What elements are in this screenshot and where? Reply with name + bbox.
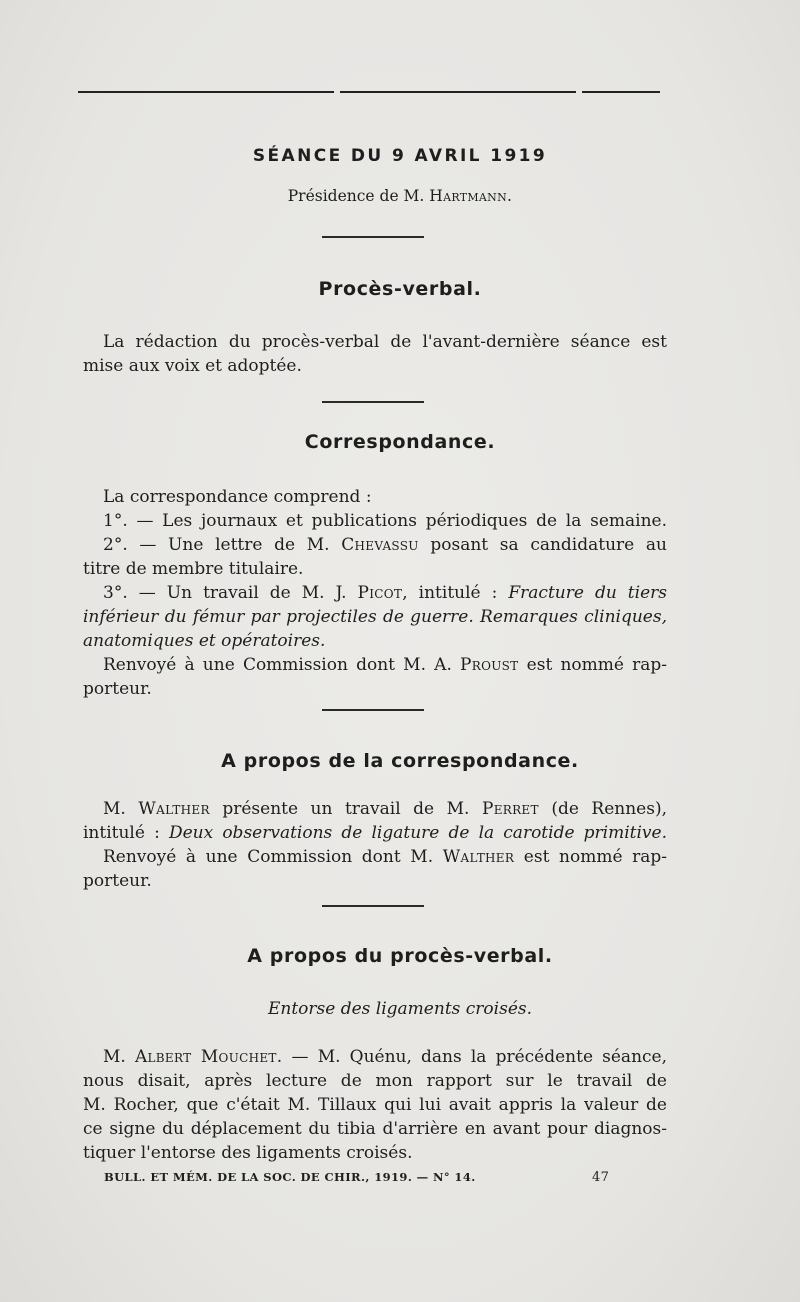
text-line <box>83 845 667 869</box>
author-name: Chevassu <box>341 535 419 555</box>
section-heading-apropos-correspondance: A propos de la correspondance. <box>221 750 579 772</box>
section-subheading: Entorse des ligaments croisés. <box>267 999 533 1019</box>
president-name: Hartmann. <box>429 187 513 205</box>
author-name: Perret <box>481 799 539 819</box>
page-number: 47 <box>592 1170 610 1185</box>
section-heading-apropos-proces-verbal: A propos du procès-verbal. <box>247 945 553 967</box>
work-title: Fracture du tiers <box>508 583 667 603</box>
top-rule <box>582 91 660 93</box>
text-line: titre de membre titulaire. <box>83 559 304 579</box>
text-run: 3°. — Un travail de M. J. <box>103 583 358 603</box>
proces-verbal-paragraph <box>83 330 667 378</box>
author-name: Albert Mouchet. <box>134 1047 283 1067</box>
text-run: 2°. — Une lettre de M. <box>103 535 342 555</box>
text-run: intitulé : <box>83 823 169 843</box>
top-rule <box>78 91 334 93</box>
author-name: Proust <box>460 655 519 675</box>
text-line: tiquer l'entorse des ligaments croisés. <box>83 1143 413 1163</box>
text-line <box>83 797 667 821</box>
text-run: Renvoyé à une Commission dont M. A. <box>103 655 461 675</box>
author-name: Walther <box>138 799 210 819</box>
text-line: porteur. <box>83 679 152 699</box>
journal-citation: BULL. ET MÉM. DE LA SOC. DE CHIR., 1919. — N° 14. <box>104 1170 476 1184</box>
section-heading-proces-verbal: Procès-verbal. <box>318 278 482 300</box>
separator <box>322 905 424 907</box>
list-item <box>83 533 667 557</box>
text-line <box>83 653 667 677</box>
text-run: — M. Quénu, dans la précédente séance, <box>282 1047 667 1067</box>
text-run: (de Rennes), <box>538 799 667 819</box>
work-title: inférieur du fémur par projectiles de guerre. Remarques cliniques, <box>83 607 667 627</box>
text-line: porteur. <box>83 871 152 891</box>
correspondance-paragraph <box>83 485 667 701</box>
presidency-prefix: Présidence de M. <box>287 187 430 205</box>
text-line: La correspondance comprend : <box>103 487 372 507</box>
text-line: La rédaction du procès-verbal de l'avant-dernière séance est <box>103 332 667 352</box>
text-line: mise aux voix et adoptée. <box>83 356 302 376</box>
separator <box>322 709 424 711</box>
text-run: posant sa candidature au <box>418 535 667 555</box>
presidency-line <box>0 187 800 205</box>
text-line <box>83 821 667 845</box>
work-title: anatomiques et opératoires. <box>83 631 326 651</box>
text-run: est nommé rap- <box>514 847 667 867</box>
apropos-proces-verbal-paragraph <box>83 1045 667 1165</box>
separator <box>322 401 424 403</box>
list-item: 1°. — Les journaux et publications périodiques de la semaine. <box>103 511 667 531</box>
page-footer <box>104 1170 624 1184</box>
text-line: ce signe du déplacement du tibia d'arrière en avant pour diagnos- <box>83 1119 667 1139</box>
text-run: Renvoyé à une Commission dont M. <box>103 847 443 867</box>
apropos-correspondance-paragraph <box>83 797 667 893</box>
author-name: Walther <box>442 847 515 867</box>
text-line: M. Rocher, que c'était M. Tillaux qui lui avait appris la valeur de <box>83 1095 667 1115</box>
top-rule <box>340 91 576 93</box>
work-title: Deux observations de ligature de la carotide primitive. <box>168 823 668 843</box>
section-heading-correspondance: Correspondance. <box>304 431 496 453</box>
text-run: , intitulé : <box>402 583 509 603</box>
text-run: est nommé rap- <box>518 655 668 675</box>
text-run: M. <box>103 1047 135 1067</box>
session-title: SÉANCE DU 9 AVRIL 1919 <box>252 146 548 166</box>
text-run: M. <box>103 799 139 819</box>
text-line <box>83 1045 667 1069</box>
list-item <box>83 581 667 605</box>
text-line: nous disait, après lecture de mon rapport sur le travail de <box>83 1071 667 1091</box>
author-name: Picot <box>357 583 403 603</box>
separator <box>322 236 424 238</box>
text-run: présente un travail de M. <box>209 799 482 819</box>
